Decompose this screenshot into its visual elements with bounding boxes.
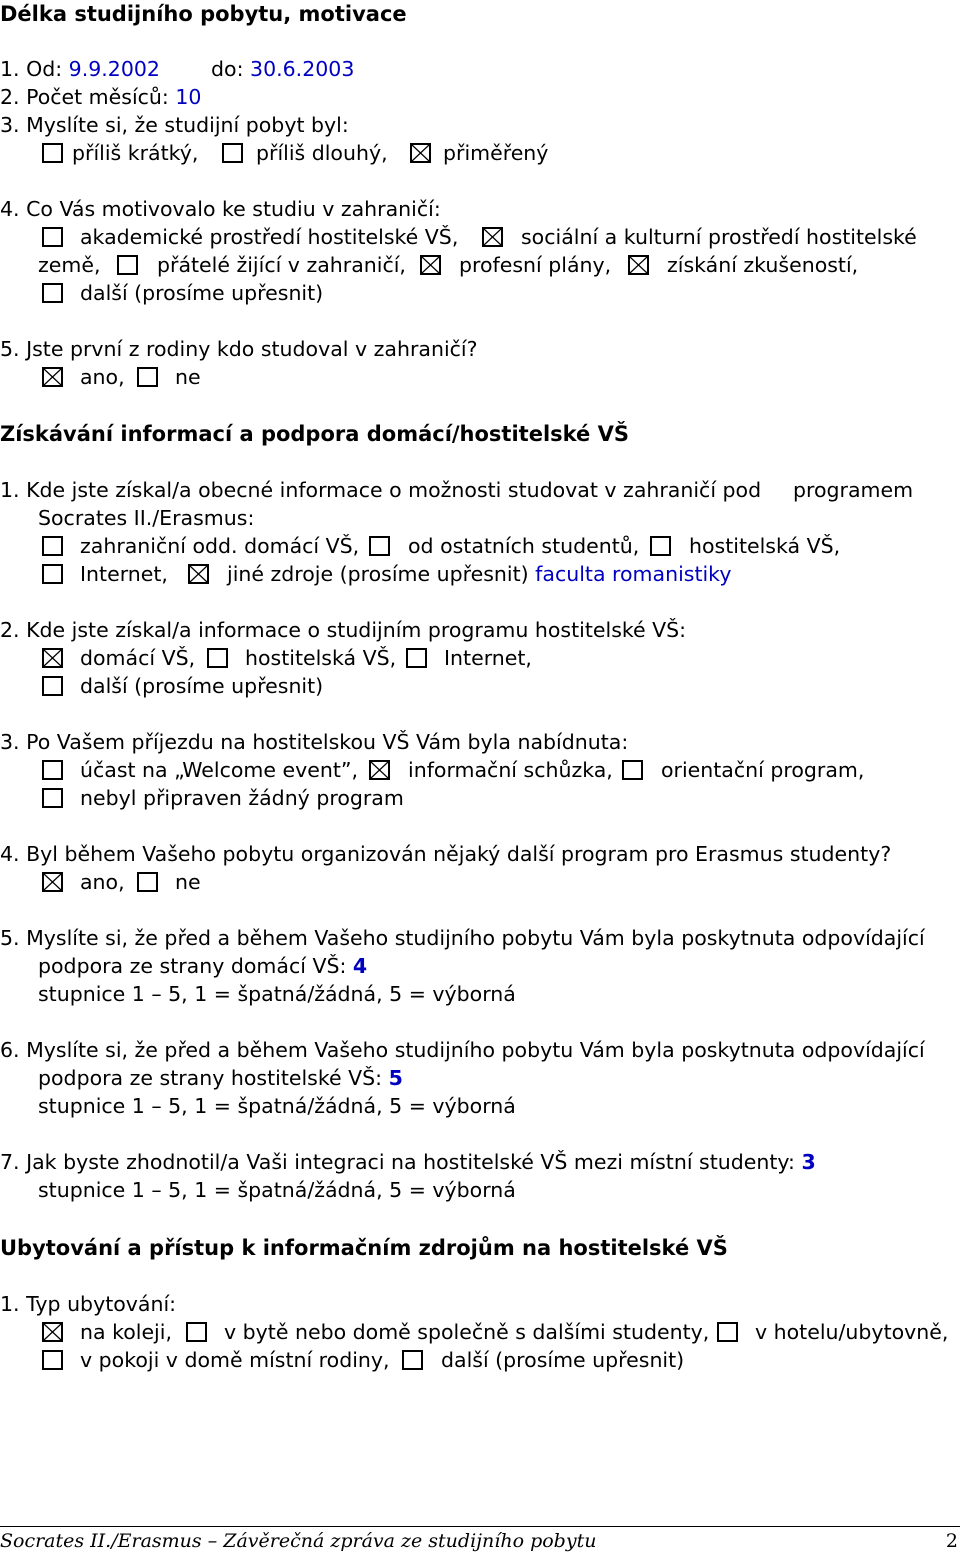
option-extra-no: ne — [175, 870, 201, 894]
option-intl-dept: zahraniční odd. domácí VŠ, — [80, 534, 360, 558]
checkbox-internet[interactable] — [42, 564, 63, 584]
page-number: 2 — [945, 1530, 958, 1552]
check-x-icon — [44, 874, 61, 890]
checkbox-first-yes[interactable] — [42, 367, 63, 387]
section-heading-accommodation: Ubytování a přístup k informačním zdrojům na hostitelské VŠ — [0, 1236, 728, 1260]
checkbox-host-family[interactable] — [42, 1350, 63, 1370]
checkbox-prog-internet[interactable] — [406, 648, 427, 668]
checkbox-too-long[interactable] — [222, 143, 243, 163]
option-motivation-other: další (prosíme upřesnit) — [80, 281, 324, 305]
option-career: profesní plány, — [459, 253, 612, 277]
check-x-icon — [190, 566, 207, 582]
option-social-cont: země, — [38, 253, 101, 277]
checkbox-prog-other[interactable] — [42, 676, 63, 696]
checkbox-host-uni[interactable] — [650, 536, 671, 556]
checkbox-experience[interactable] — [628, 255, 649, 275]
option-other-sources — [227, 560, 731, 588]
option-internet: Internet, — [80, 562, 168, 586]
option-friends: přátelé žijící v zahraničí, — [157, 253, 406, 277]
checkbox-friends[interactable] — [117, 255, 138, 275]
q-host-support-label-b — [38, 1064, 403, 1092]
q-general-info-label-b: programem — [793, 478, 914, 502]
q-dates-label: 1. Od: — [0, 57, 63, 81]
option-other-sources-label: jiné zdroje (prosíme upřesnit) — [227, 562, 529, 586]
checkbox-first-no[interactable] — [137, 367, 158, 387]
check-x-icon — [412, 145, 429, 161]
option-too-long: příliš dlouhý, — [256, 141, 388, 165]
date-to-label: do: — [211, 57, 244, 81]
check-x-icon — [422, 257, 439, 273]
months-value: 10 — [175, 85, 202, 109]
option-prog-host: hostitelská VŠ, — [245, 646, 397, 670]
checkbox-orientation[interactable] — [622, 760, 643, 780]
q-host-support-text: podpora ze strany hostitelské VŠ: — [38, 1066, 383, 1090]
option-academic: akademické prostředí hostitelské VŠ, — [80, 225, 459, 249]
option-accom-other: další (prosíme upřesnit) — [441, 1348, 685, 1372]
checkbox-adequate[interactable] — [410, 143, 431, 163]
option-first-no: ne — [175, 365, 201, 389]
section-heading-information: Získávání informací a podpora domácí/hostitelské VŠ — [0, 422, 629, 446]
checkbox-other-students[interactable] — [369, 536, 390, 556]
checkbox-extra-no[interactable] — [137, 872, 158, 892]
q-integration — [0, 1148, 816, 1176]
check-x-icon — [44, 1324, 61, 1340]
check-x-icon — [371, 762, 388, 778]
option-info-meeting: informační schůzka, — [408, 758, 613, 782]
option-host-uni: hostitelská VŠ, — [689, 534, 841, 558]
q-general-info-label-c: Socrates II./Erasmus: — [38, 506, 255, 530]
option-too-short: příliš krátký, — [72, 141, 199, 165]
option-dorm: na koleji, — [80, 1320, 172, 1344]
q-dates — [0, 55, 354, 83]
option-welcome: účast na „Welcome event”, — [80, 758, 359, 782]
option-experience: získání zkušeností, — [667, 253, 859, 277]
date-to-value: 30.6.2003 — [250, 57, 355, 81]
checkbox-extra-yes[interactable] — [42, 872, 63, 892]
check-x-icon — [484, 229, 501, 245]
option-prog-home: domácí VŠ, — [80, 646, 196, 670]
scale-hint-integration: stupnice 1 – 5, 1 = špatná/žádná, 5 = výborná — [38, 1178, 516, 1202]
home-support-value: 4 — [352, 954, 368, 978]
option-no-program: nebyl připraven žádný program — [80, 786, 404, 810]
option-adequate: přiměřený — [443, 141, 549, 165]
checkbox-no-program[interactable] — [42, 788, 63, 808]
checkbox-prog-host[interactable] — [207, 648, 228, 668]
check-x-icon — [630, 257, 647, 273]
checkbox-shared-flat[interactable] — [186, 1322, 207, 1342]
checkbox-career[interactable] — [420, 255, 441, 275]
q-arrival-offer-label: 3. Po Vašem příjezdu na hostitelskou VŠ Vám byla nabídnuta: — [0, 730, 629, 754]
option-social: sociální a kulturní prostředí hostitelské — [521, 225, 917, 249]
integration-value: 3 — [801, 1150, 816, 1174]
checkbox-dorm[interactable] — [42, 1322, 63, 1342]
checkbox-social[interactable] — [482, 227, 503, 247]
checkbox-info-meeting[interactable] — [369, 760, 390, 780]
q-home-support-label: 5. Myslíte si, že před a během Vašeho studijního pobytu Vám byla poskytnuta odpovídající — [0, 926, 925, 950]
date-from-value: 9.9.2002 — [68, 57, 160, 81]
option-other-students: od ostatních studentů, — [408, 534, 640, 558]
q-program-info-label: 2. Kde jste získal/a informace o studijním programu hostitelské VŠ: — [0, 618, 687, 642]
host-support-value: 5 — [388, 1066, 403, 1090]
option-shared-flat: v bytě nebo domě společně s dalšími studenty, — [224, 1320, 710, 1344]
option-host-family: v pokoji v domě místní rodiny, — [80, 1348, 390, 1372]
q-first-in-family-label: 5. Jste první z rodiny kdo studoval v zahraničí? — [0, 337, 478, 361]
scale-hint-host: stupnice 1 – 5, 1 = špatná/žádná, 5 = výborná — [38, 1094, 516, 1118]
checkbox-academic[interactable] — [42, 227, 63, 247]
checkbox-welcome[interactable] — [42, 760, 63, 780]
q-accommodation-label: 1. Typ ubytování: — [0, 1292, 177, 1316]
q-home-support-text: podpora ze strany domácí VŠ: — [38, 954, 347, 978]
option-extra-yes: ano, — [80, 870, 125, 894]
section-heading-motivation: Délka studijního pobytu, motivace — [0, 2, 407, 26]
checkbox-intl-dept[interactable] — [42, 536, 63, 556]
q-stay-length-label: 3. Myslíte si, že studijní pobyt byl: — [0, 113, 349, 137]
q-host-support-label: 6. Myslíte si, že před a během Vašeho studijního pobytu Vám byla poskytnuta odpovídající — [0, 1038, 925, 1062]
q-months-label: 2. Počet měsíců: — [0, 85, 169, 109]
checkbox-too-short[interactable] — [42, 143, 63, 163]
option-orientation: orientační program, — [661, 758, 865, 782]
footer-title: Socrates II./Erasmus – Závěrečná zpráva ze studijního pobytu — [0, 1530, 597, 1552]
q-months — [0, 83, 201, 111]
q-motivation-label: 4. Co Vás motivovalo ke studiu v zahraničí: — [0, 197, 441, 221]
option-prog-other: další (prosíme upřesnit) — [80, 674, 324, 698]
q-general-info-label: 1. Kde jste získal/a obecné informace o možnosti studovat v zahraničí pod — [0, 478, 762, 502]
check-x-icon — [44, 369, 61, 385]
checkbox-motivation-other[interactable] — [42, 283, 63, 303]
check-x-icon — [44, 650, 61, 666]
scale-hint-home: stupnice 1 – 5, 1 = špatná/žádná, 5 = výborná — [38, 982, 516, 1006]
q-extra-program-label: 4. Byl během Vašeho pobytu organizován nějaký další program pro Erasmus studenty? — [0, 842, 892, 866]
checkbox-accom-other[interactable] — [402, 1350, 423, 1370]
checkbox-other-sources[interactable] — [188, 564, 209, 584]
option-prog-internet: Internet, — [444, 646, 532, 670]
checkbox-hotel[interactable] — [717, 1322, 738, 1342]
checkbox-prog-home[interactable] — [42, 648, 63, 668]
option-hotel: v hotelu/ubytovně, — [755, 1320, 949, 1344]
q-home-support-label-b — [38, 952, 367, 980]
other-sources-value: faculta romanistiky — [535, 562, 732, 586]
option-first-yes: ano, — [80, 365, 125, 389]
q-integration-label: 7. Jak byste zhodnotil/a Vaši integraci na hostitelské VŠ mezi místní studenty: — [0, 1150, 795, 1174]
